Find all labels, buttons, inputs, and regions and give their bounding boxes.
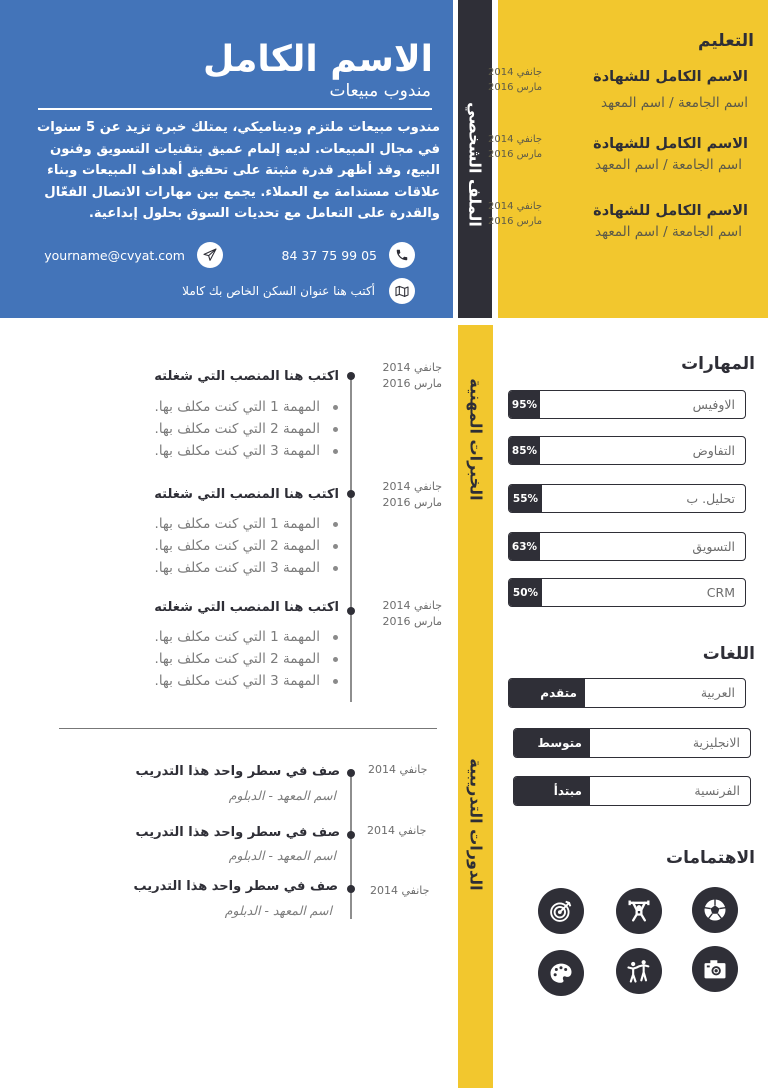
education-section (488, 0, 768, 318)
skill-name: تحليل. ب (686, 491, 735, 506)
experience-dates (372, 598, 442, 630)
end-date: مارس 2016 (382, 377, 442, 390)
degree-name: الاسم الكامل للشهادة (593, 136, 748, 152)
language-bar (513, 728, 751, 758)
address-text: أكتب هنا عنوان السكن الخاص بك كاملا (182, 284, 375, 298)
skill-name: التفاوض (692, 443, 735, 458)
training-institution: اسم المعهد - الدبلوم (228, 788, 336, 803)
camera-icon (692, 946, 738, 992)
job-title: مندوب مبيعات (329, 81, 431, 101)
full-name: الاسم الكامل (202, 39, 433, 80)
institution-name: اسم الجامعة / اسم المعهد (595, 157, 742, 173)
dancing-icon (616, 948, 662, 994)
email-address[interactable]: yourname@cvyat.com (44, 247, 185, 263)
skill-bar (508, 436, 746, 465)
training-date: جانفي 2014 (370, 884, 430, 897)
map-icon (389, 278, 415, 304)
task-item: المهمة 1 التي كنت مكلف بها. (155, 626, 338, 648)
training-date: جانفي 2014 (368, 763, 428, 776)
interests-heading: الاهتمامات (666, 848, 755, 868)
phone-row (282, 242, 415, 268)
skill-name: التسويق (692, 539, 735, 554)
position-title: اكتب هنا المنصب التي شغلته (154, 600, 339, 615)
timeline-dot (347, 607, 355, 615)
start-date: جانفي 2014 (488, 134, 543, 145)
degree-name: الاسم الكامل للشهادة (593, 203, 748, 219)
skill-bar (508, 578, 746, 607)
profile-section (0, 0, 453, 318)
language-bar (508, 678, 746, 708)
skill-name: الاوفيس (692, 397, 735, 412)
start-date: جانفي 2014 (382, 361, 442, 374)
experience-band-label: الخبرات المهنية (466, 378, 485, 501)
end-date: مارس 2016 (488, 216, 543, 227)
training-timeline (350, 771, 352, 919)
skill-bar (508, 484, 746, 513)
institution-name: اسم الجامعة / اسم المعهد (595, 224, 742, 240)
education-item (488, 67, 748, 111)
language-name: الانجليزية (692, 735, 740, 750)
start-date: جانفي 2014 (382, 480, 442, 493)
weightlifting-icon (616, 888, 662, 934)
palette-icon (538, 950, 584, 996)
task-item: المهمة 2 التي كنت مكلف بها. (155, 648, 338, 670)
skills-heading: المهارات (681, 354, 755, 374)
paper-plane-icon (197, 242, 223, 268)
task-item: المهمة 1 التي كنت مكلف بها. (155, 513, 338, 535)
profile-band (458, 0, 492, 318)
position-title: اكتب هنا المنصب التي شغلته (154, 487, 339, 502)
skill-percent: 50% (509, 579, 542, 606)
skill-name: CRM (706, 585, 735, 600)
experience-band (458, 325, 493, 720)
timeline-dot (347, 769, 355, 777)
phone-icon (389, 242, 415, 268)
languages-heading: اللغات (702, 644, 755, 664)
section-divider (59, 728, 437, 729)
education-heading: التعليم (698, 31, 754, 51)
language-name: الفرنسية (694, 783, 740, 798)
education-dates (488, 132, 542, 162)
end-date: مارس 2016 (488, 149, 543, 160)
training-band-label: الدورات التدريبية (466, 758, 485, 891)
skill-percent: 85% (509, 437, 540, 464)
language-level (514, 729, 590, 757)
language-level-text: مبتدأ (553, 784, 582, 798)
profile-band-label: الملف الشخصي (465, 102, 485, 227)
start-date: جانفي 2014 (488, 67, 543, 78)
training-title: صف في سطر واحد هذا التدريب (135, 825, 340, 840)
timeline-dot (347, 490, 355, 498)
skill-percent: 63% (509, 533, 540, 560)
end-date: مارس 2016 (382, 615, 442, 628)
header-divider (38, 108, 432, 110)
start-date: جانفي 2014 (382, 599, 442, 612)
address-row (182, 278, 415, 304)
task-item: المهمة 2 التي كنت مكلف بها. (155, 418, 338, 440)
task-item: المهمة 2 التي كنت مكلف بها. (155, 535, 338, 557)
task-item: المهمة 3 التي كنت مكلف بها. (155, 670, 338, 692)
phone-number[interactable]: 05 99 75 37 84 (281, 247, 377, 263)
timeline-dot (347, 831, 355, 839)
task-list (155, 513, 338, 579)
task-item: المهمة 1 التي كنت مكلف بها. (155, 396, 338, 418)
education-item (488, 134, 748, 173)
training-institution: اسم المعهد - الدبلوم (228, 848, 336, 863)
experience-dates (372, 479, 442, 511)
email-row (44, 242, 223, 268)
training-band (458, 720, 493, 1088)
task-list (155, 626, 338, 692)
position-title: اكتب هنا المنصب التي شغلته (154, 369, 339, 384)
skill-bar (508, 532, 746, 561)
language-bar (513, 776, 751, 806)
end-date: مارس 2016 (488, 82, 543, 93)
training-date: جانفي 2014 (367, 824, 427, 837)
task-item: المهمة 3 التي كنت مكلف بها. (155, 440, 338, 462)
training-institution: اسم المعهد - الدبلوم (224, 903, 332, 918)
target-icon (538, 888, 584, 934)
education-dates (488, 199, 542, 229)
language-level-text: متوسط (537, 736, 582, 750)
bio-text: مندوب مبيعات ملتزم وديناميكي، يمتلك خبرة تزيد عن 5 سنوات في مجال المبيعات. لديه إلمام عميق بتقنيات التسويق وفنون البيع، وقد أظهر قدرة مثبتة على تحقيق أهداف المبيعات وبناء علاقات مستدامة مع العملاء. يجمع بين مهارات الاتصال الفعّال والقدرة على التعامل مع تحديات السوق بحلول إبداعية. (36, 120, 440, 222)
experience-timeline (350, 374, 352, 702)
language-level-text: متقدم (540, 686, 577, 700)
start-date: جانفي 2014 (488, 201, 543, 212)
language-level (509, 679, 585, 707)
soccer-ball-icon (692, 887, 738, 933)
language-name: العربية (700, 685, 735, 700)
degree-name: الاسم الكامل للشهادة (593, 69, 748, 85)
skill-percent: 95% (509, 391, 540, 418)
end-date: مارس 2016 (382, 496, 442, 509)
education-dates (488, 65, 542, 95)
training-title: صف في سطر واحد هذا التدريب (135, 764, 340, 779)
experience-dates (372, 360, 442, 392)
skill-percent: 55% (509, 485, 542, 512)
timeline-dot (347, 372, 355, 380)
skill-bar (508, 390, 746, 419)
training-title: صف في سطر واحد هذا التدريب (133, 879, 338, 894)
education-item (488, 201, 748, 240)
task-item: المهمة 3 التي كنت مكلف بها. (155, 557, 338, 579)
task-list (155, 396, 338, 462)
timeline-dot (347, 885, 355, 893)
institution-name: اسم الجامعة / اسم المعهد (601, 95, 748, 111)
language-level (514, 777, 590, 805)
